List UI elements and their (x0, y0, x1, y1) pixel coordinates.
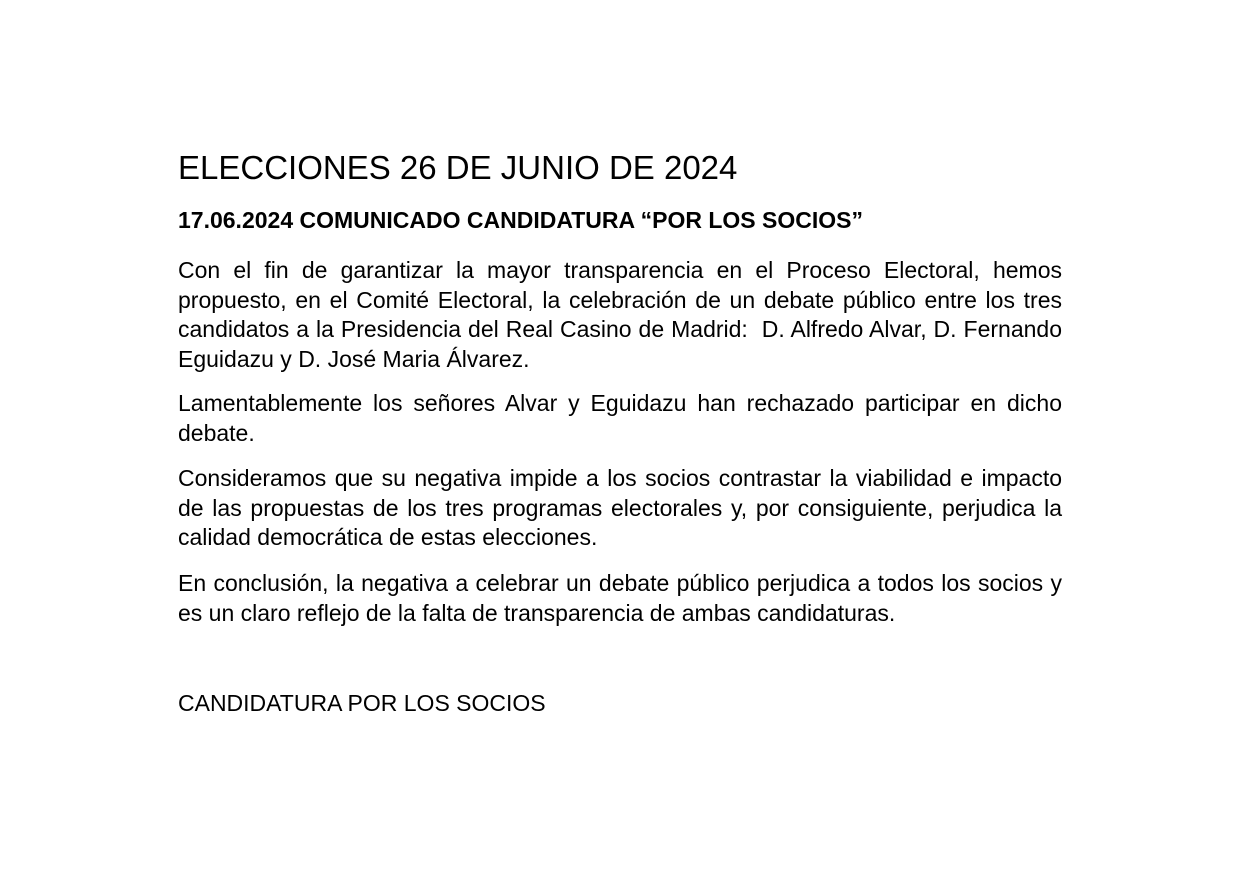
paragraph (178, 569, 1062, 628)
text-line: es un claro reflejo de la falta de transparencia de ambas candidaturas. (178, 599, 896, 626)
document-subtitle: 17.06.2024 COMUNICADO CANDIDATURA “POR LOS SOCIOS” (178, 207, 864, 233)
text-line: calidad democrática de estas elecciones. (178, 524, 598, 551)
paragraph (178, 464, 1062, 553)
text-line: debate. (178, 419, 255, 446)
text-line: propuesto, en el Comité Electoral, la celebración de un debate público entre los tres (178, 286, 1062, 313)
text-line: candidatos a la Presidencia del Real Casino de Madrid: D. Alfredo Alvar, D. Fernando (178, 316, 1062, 343)
text-line: Lamentablemente los señores Alvar y Eguidazu han rechazado participar en dicho (178, 390, 1062, 416)
paragraph (178, 389, 1062, 448)
text-line: Con el fin de garantizar la mayor transparencia en el Proceso Electoral, hemos (178, 257, 1062, 283)
text-line: Eguidazu y D. José Maria Álvarez. (178, 345, 530, 372)
text-line: Consideramos que su negativa impide a los socios contrastar la viabilidad e impacto (178, 465, 1062, 491)
paragraph (178, 256, 1062, 374)
text-line: de las propuestas de los tres programas electorales y, por consiguiente, perjudica la (178, 494, 1062, 521)
document-title: ELECCIONES 26 DE JUNIO DE 2024 (178, 149, 738, 186)
text-line: En conclusión, la negativa a celebrar un debate público perjudica a todos los socios y (178, 570, 1062, 596)
document-signoff: CANDIDATURA POR LOS SOCIOS (178, 690, 546, 716)
